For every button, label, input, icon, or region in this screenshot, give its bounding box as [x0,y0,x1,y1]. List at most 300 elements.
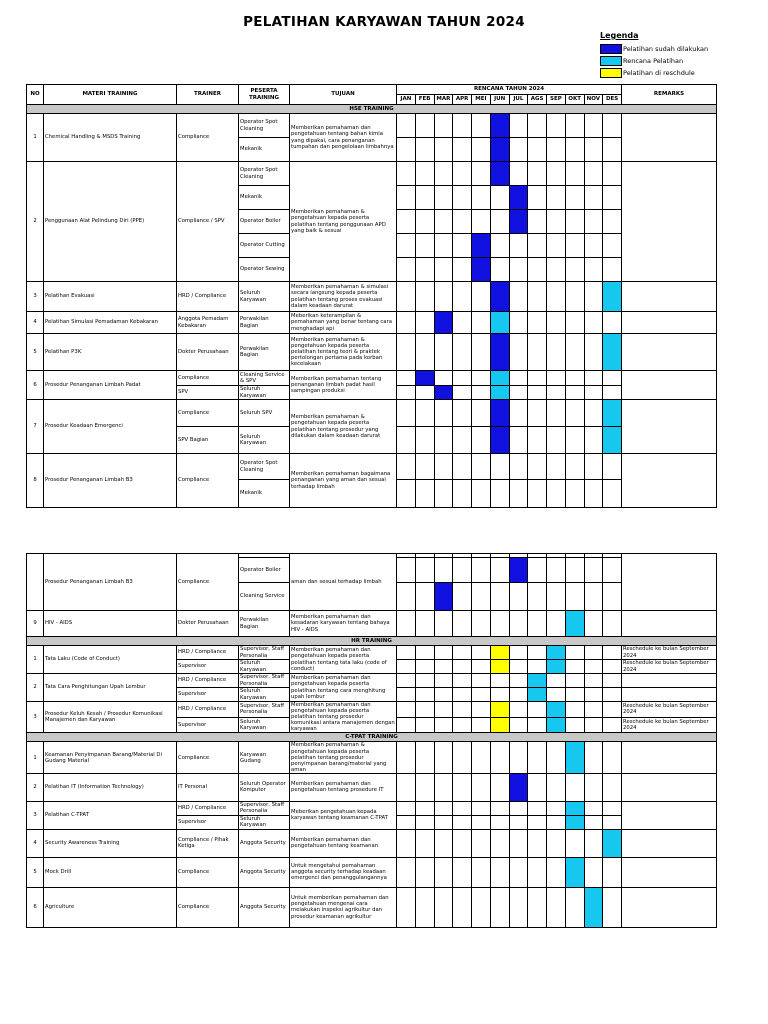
row-remarks [622,114,717,162]
month-cell-des [603,801,622,815]
table-row [27,371,717,386]
month-cell-des [603,674,622,688]
month-cell-ags [528,773,547,801]
row-peserta: Mekanik [239,186,290,210]
month-cell-okt [565,773,584,801]
month-cell-nov [584,688,603,702]
row-no: 4 [27,312,44,334]
row-trainer: SPV [177,386,239,400]
legend-swatch-resched [600,68,622,78]
month-cell-jan [397,138,416,162]
month-cell-mar [434,660,453,674]
month-cell-jun [490,258,509,282]
row-materi: Prosedur Keadaan Emergenci [44,400,177,454]
month-cell-mar [434,454,453,480]
row-materi: Pelatihan Evakuasi [44,282,177,312]
month-cell-mar [434,258,453,282]
month-cell-mar [434,702,453,718]
month-cell-jan [397,386,416,400]
month-cell-jul [509,660,528,674]
month-cell-jan [397,646,416,660]
row-no: 1 [27,114,44,162]
row-materi: Penggunaan Alat Pelindung Diri (PPE) [44,162,177,282]
month-cell-nov [584,334,603,371]
month-cell-ags [528,857,547,887]
month-cell-sep [547,400,566,427]
table-row [27,773,717,801]
month-cell-jun [490,400,509,427]
row-trainer: Compliance [177,857,239,887]
table-row [27,454,717,480]
month-cell-jun [490,386,509,400]
month-cell-jan [397,717,416,733]
row-peserta: Supervisor, Staff Personalia [239,801,290,815]
month-cell-mar [434,611,453,637]
month-cell-jul [509,371,528,386]
month-cell-mar [434,427,453,454]
row-remarks [622,674,717,688]
month-cell-mar [434,114,453,138]
row-peserta: Mekanik [239,138,290,162]
header-no: NO [27,85,44,105]
month-cell-jun [490,717,509,733]
row-no: 3 [27,702,44,733]
row-remarks [622,773,717,801]
month-cell-jan [397,400,416,427]
month-cell-okt [565,857,584,887]
month-cell-okt [565,815,584,829]
month-cell-okt [565,717,584,733]
row-remarks: Reschedule ke bulan September 2024 [622,702,717,718]
row-tujuan: aman dan sesuai terhadap limbah [290,554,397,611]
table-row [27,857,717,887]
row-peserta: Perwakilan Bagian [239,312,290,334]
legend-swatch-done [600,44,622,54]
table-row [27,334,717,371]
month-cell-jul [509,427,528,454]
row-remarks [622,857,717,887]
month-cell-mei [472,210,491,234]
month-cell-mei [472,371,491,386]
month-cell-apr [453,138,472,162]
header-month-des: DES [603,95,622,105]
month-cell-feb [415,138,434,162]
row-peserta: Seluruh SPV [239,400,290,427]
month-cell-mei [472,829,491,857]
month-cell-sep [547,558,566,583]
month-cell-okt [565,646,584,660]
header-month-ags: AGS [528,95,547,105]
month-cell-okt [565,660,584,674]
month-cell-jun [490,815,509,829]
legend-item-plan [600,55,708,67]
month-cell-mar [434,773,453,801]
month-cell-des [603,688,622,702]
row-remarks [622,887,717,927]
row-no: 6 [27,371,44,400]
header-tujuan: TUJUAN [290,85,397,105]
month-cell-nov [584,611,603,637]
row-remarks: Reschedule ke bulan September 2024 [622,646,717,660]
month-cell-des [603,480,622,508]
row-tujuan: Memberikan pemahaman dan pengetahuan kepada peserta pelatihan tentang cara menghitung upah lembur [290,674,397,702]
month-cell-ags [528,480,547,508]
month-cell-jul [509,162,528,186]
month-cell-okt [565,480,584,508]
month-cell-mar [434,334,453,371]
row-no: 9 [27,611,44,637]
month-cell-nov [584,660,603,674]
month-cell-ags [528,234,547,258]
month-cell-mei [472,400,491,427]
month-cell-feb [415,887,434,927]
month-cell-ags [528,887,547,927]
month-cell-sep [547,857,566,887]
row-trainer: Anggota Pemadam Kebakaran [177,312,239,334]
header-rencana: RENCANA TAHUN 2024 [397,85,622,95]
month-cell-jul [509,611,528,637]
month-cell-des [603,646,622,660]
row-peserta: Seluruh Karyawan [239,282,290,312]
month-cell-jun [490,186,509,210]
month-cell-mei [472,688,491,702]
month-cell-ags [528,611,547,637]
month-cell-feb [415,611,434,637]
month-cell-sep [547,234,566,258]
month-cell-apr [453,400,472,427]
month-cell-jul [509,234,528,258]
month-cell-ags [528,282,547,312]
row-trainer: Supervisor [177,815,239,829]
month-cell-nov [584,386,603,400]
month-cell-okt [565,801,584,815]
month-cell-feb [415,583,434,611]
row-peserta: Operator Boiler [239,210,290,234]
row-peserta: Supervisor, Staff Personalia [239,646,290,660]
month-cell-jan [397,334,416,371]
month-cell-ags [528,210,547,234]
month-cell-mar [434,371,453,386]
month-cell-jun [490,611,509,637]
table-row [27,646,717,660]
row-peserta: Seluruh Karyawan [239,386,290,400]
month-cell-sep [547,674,566,688]
month-cell-mar [434,558,453,583]
month-cell-feb [415,558,434,583]
month-cell-mei [472,583,491,611]
header-month-jun: JUN [490,95,509,105]
row-peserta: Operator Spot Cleaning [239,114,290,138]
month-cell-nov [584,558,603,583]
month-cell-apr [453,717,472,733]
row-peserta: Anggota Security [239,857,290,887]
month-cell-okt [565,742,584,773]
month-cell-ags [528,312,547,334]
row-trainer: SPV Bagian [177,427,239,454]
month-cell-jan [397,558,416,583]
month-cell-mar [434,186,453,210]
month-cell-sep [547,742,566,773]
row-trainer: Supervisor [177,660,239,674]
month-cell-apr [453,702,472,718]
month-cell-nov [584,162,603,186]
month-cell-apr [453,334,472,371]
month-cell-jan [397,674,416,688]
row-peserta: Seluruh Operator Komputer [239,773,290,801]
month-cell-mei [472,427,491,454]
month-cell-ags [528,717,547,733]
month-cell-jul [509,674,528,688]
row-peserta: Seluruh Karyawan [239,717,290,733]
month-cell-nov [584,717,603,733]
month-cell-ags [528,660,547,674]
row-materi: Prosedur Penanganan Limbah B3 [44,554,177,611]
month-cell-sep [547,773,566,801]
table-row [27,114,717,138]
month-cell-des [603,427,622,454]
page-title: PELATIHAN KARYAWAN TAHUN 2024 [243,14,525,30]
month-cell-mar [434,887,453,927]
month-cell-ags [528,258,547,282]
month-cell-mei [472,674,491,688]
month-cell-nov [584,282,603,312]
month-cell-nov [584,186,603,210]
table-row [27,801,717,815]
row-materi: Agriculture [44,887,177,927]
row-peserta: Perwakilan Bagian [239,334,290,371]
month-cell-feb [415,162,434,186]
row-peserta: Operator Boiler [239,558,290,583]
month-cell-nov [584,480,603,508]
row-tujuan: Memberikan pemahaman & pengetahuan kepada peserta pelatihan tentang prosedur yang dilakukan dalam keadaan darurat [290,400,397,454]
month-cell-okt [565,114,584,138]
month-cell-feb [415,427,434,454]
month-cell-mei [472,611,491,637]
row-materi: Pelatihan P3K [44,334,177,371]
month-cell-okt [565,688,584,702]
month-cell-ags [528,829,547,857]
row-remarks [622,554,717,611]
month-cell-mar [434,400,453,427]
month-cell-ags [528,674,547,688]
month-cell-mei [472,480,491,508]
header-month-jan: JAN [397,95,416,105]
row-peserta: Anggota Security [239,887,290,927]
month-cell-okt [565,887,584,927]
month-cell-feb [415,400,434,427]
row-remarks [622,334,717,371]
month-cell-des [603,312,622,334]
month-cell-jan [397,773,416,801]
month-cell-apr [453,773,472,801]
month-cell-ags [528,386,547,400]
row-remarks [622,400,717,454]
month-cell-jun [490,210,509,234]
month-cell-feb [415,371,434,386]
month-cell-feb [415,114,434,138]
row-trainer: Compliance / SPV [177,162,239,282]
row-trainer: Compliance [177,554,239,611]
month-cell-feb [415,386,434,400]
month-cell-mei [472,887,491,927]
row-no: 4 [27,829,44,857]
row-no: 2 [27,674,44,702]
month-cell-sep [547,258,566,282]
month-cell-jun [490,427,509,454]
month-cell-nov [584,312,603,334]
month-cell-jan [397,583,416,611]
month-cell-feb [415,717,434,733]
row-trainer: Compliance [177,400,239,427]
month-cell-mei [472,234,491,258]
month-cell-nov [584,773,603,801]
row-peserta: Supervisor, Staff Personalia [239,702,290,718]
month-cell-sep [547,480,566,508]
month-cell-ags [528,646,547,660]
month-cell-sep [547,829,566,857]
row-tujuan: Memberikan pemahaman dan pengetahuan tentang bahan kimia yang dipakai, cara penanganan tumpahan dan pengelolaan limbahnya [290,114,397,162]
month-cell-jul [509,186,528,210]
month-cell-feb [415,186,434,210]
month-cell-jan [397,801,416,815]
header-month-jul: JUL [509,95,528,105]
month-cell-nov [584,674,603,688]
row-materi: Mock Drill [44,857,177,887]
month-cell-jul [509,815,528,829]
month-cell-des [603,702,622,718]
month-cell-jun [490,312,509,334]
month-cell-jun [490,138,509,162]
month-cell-apr [453,454,472,480]
row-peserta: Mekanik [239,480,290,508]
row-remarks: Reschedule ke bulan September 2024 [622,660,717,674]
month-cell-mar [434,234,453,258]
row-peserta: Cleaning Service [239,583,290,611]
month-cell-mei [472,801,491,815]
month-cell-ags [528,334,547,371]
month-cell-des [603,186,622,210]
row-no: 5 [27,857,44,887]
month-cell-apr [453,801,472,815]
month-cell-jul [509,717,528,733]
month-cell-jun [490,674,509,688]
month-cell-nov [584,815,603,829]
month-cell-mei [472,742,491,773]
row-materi: Tata Laku (Code of Conduct) [44,646,177,674]
month-cell-feb [415,646,434,660]
month-cell-ags [528,583,547,611]
row-materi: HIV - AIDS [44,611,177,637]
row-peserta: Operator Cutting [239,234,290,258]
row-no: 5 [27,334,44,371]
month-cell-des [603,114,622,138]
month-cell-apr [453,210,472,234]
month-cell-jul [509,258,528,282]
row-no: 3 [27,282,44,312]
month-cell-feb [415,801,434,815]
row-peserta: Perwakilan Bagian [239,611,290,637]
month-cell-des [603,386,622,400]
table-row [27,674,717,688]
month-cell-ags [528,186,547,210]
month-cell-jul [509,386,528,400]
month-cell-nov [584,887,603,927]
section-hse: HSE TRAINING [27,105,717,114]
month-cell-apr [453,371,472,386]
row-materi: Security Awareness Training [44,829,177,857]
month-cell-des [603,815,622,829]
month-cell-des [603,742,622,773]
month-cell-des [603,371,622,386]
row-tujuan: Memberikan pemahaman tentang penanganan limbah padat hasil sampingan produksi [290,371,397,400]
month-cell-okt [565,162,584,186]
month-cell-apr [453,583,472,611]
month-cell-jun [490,162,509,186]
row-remarks [622,371,717,400]
header-month-mar: MAR [434,95,453,105]
month-cell-mar [434,857,453,887]
row-trainer: Dokter Perusahaan [177,611,239,637]
month-cell-mei [472,334,491,371]
header-trainer: TRAINER [177,85,239,105]
month-cell-nov [584,371,603,386]
month-cell-mei [472,386,491,400]
month-cell-jun [490,583,509,611]
month-cell-mar [434,688,453,702]
month-cell-des [603,583,622,611]
row-peserta: Karyawan Gudang [239,742,290,773]
legend-label-done: Pelatihan sudah dilakukan [623,45,709,53]
month-cell-jan [397,829,416,857]
row-remarks [622,688,717,702]
month-cell-ags [528,400,547,427]
month-cell-jun [490,702,509,718]
month-cell-jul [509,138,528,162]
month-cell-ags [528,162,547,186]
month-cell-des [603,717,622,733]
table-row [27,282,717,312]
month-cell-apr [453,186,472,210]
month-cell-feb [415,312,434,334]
month-cell-jun [490,742,509,773]
month-cell-jul [509,114,528,138]
row-remarks [622,611,717,637]
month-cell-apr [453,611,472,637]
month-cell-jun [490,660,509,674]
month-cell-jun [490,558,509,583]
row-tujuan: Meberikan keterampilan & pemahaman yang benar tentang cara menghadapi api [290,312,397,334]
month-cell-feb [415,829,434,857]
month-cell-jul [509,801,528,815]
month-cell-jan [397,454,416,480]
month-cell-des [603,210,622,234]
row-materi: Pelatihan Simulasi Pemadaman Kebakaran [44,312,177,334]
month-cell-sep [547,702,566,718]
row-trainer: HRD / Compliance [177,646,239,660]
month-cell-des [603,138,622,162]
month-cell-apr [453,234,472,258]
month-cell-okt [565,702,584,718]
row-tujuan: Untuk memberikan pemahaman dan pengetahuan mengenai cara melakukan inspeksi agrikultur dan prosedur keamanan agrikultur [290,887,397,927]
month-cell-jan [397,815,416,829]
row-materi: Pelatihan C-TPAT [44,801,177,829]
month-cell-mar [434,829,453,857]
month-cell-des [603,334,622,371]
header-month-sep: SEP [547,95,566,105]
month-cell-okt [565,138,584,162]
month-cell-jul [509,829,528,857]
month-cell-nov [584,702,603,718]
